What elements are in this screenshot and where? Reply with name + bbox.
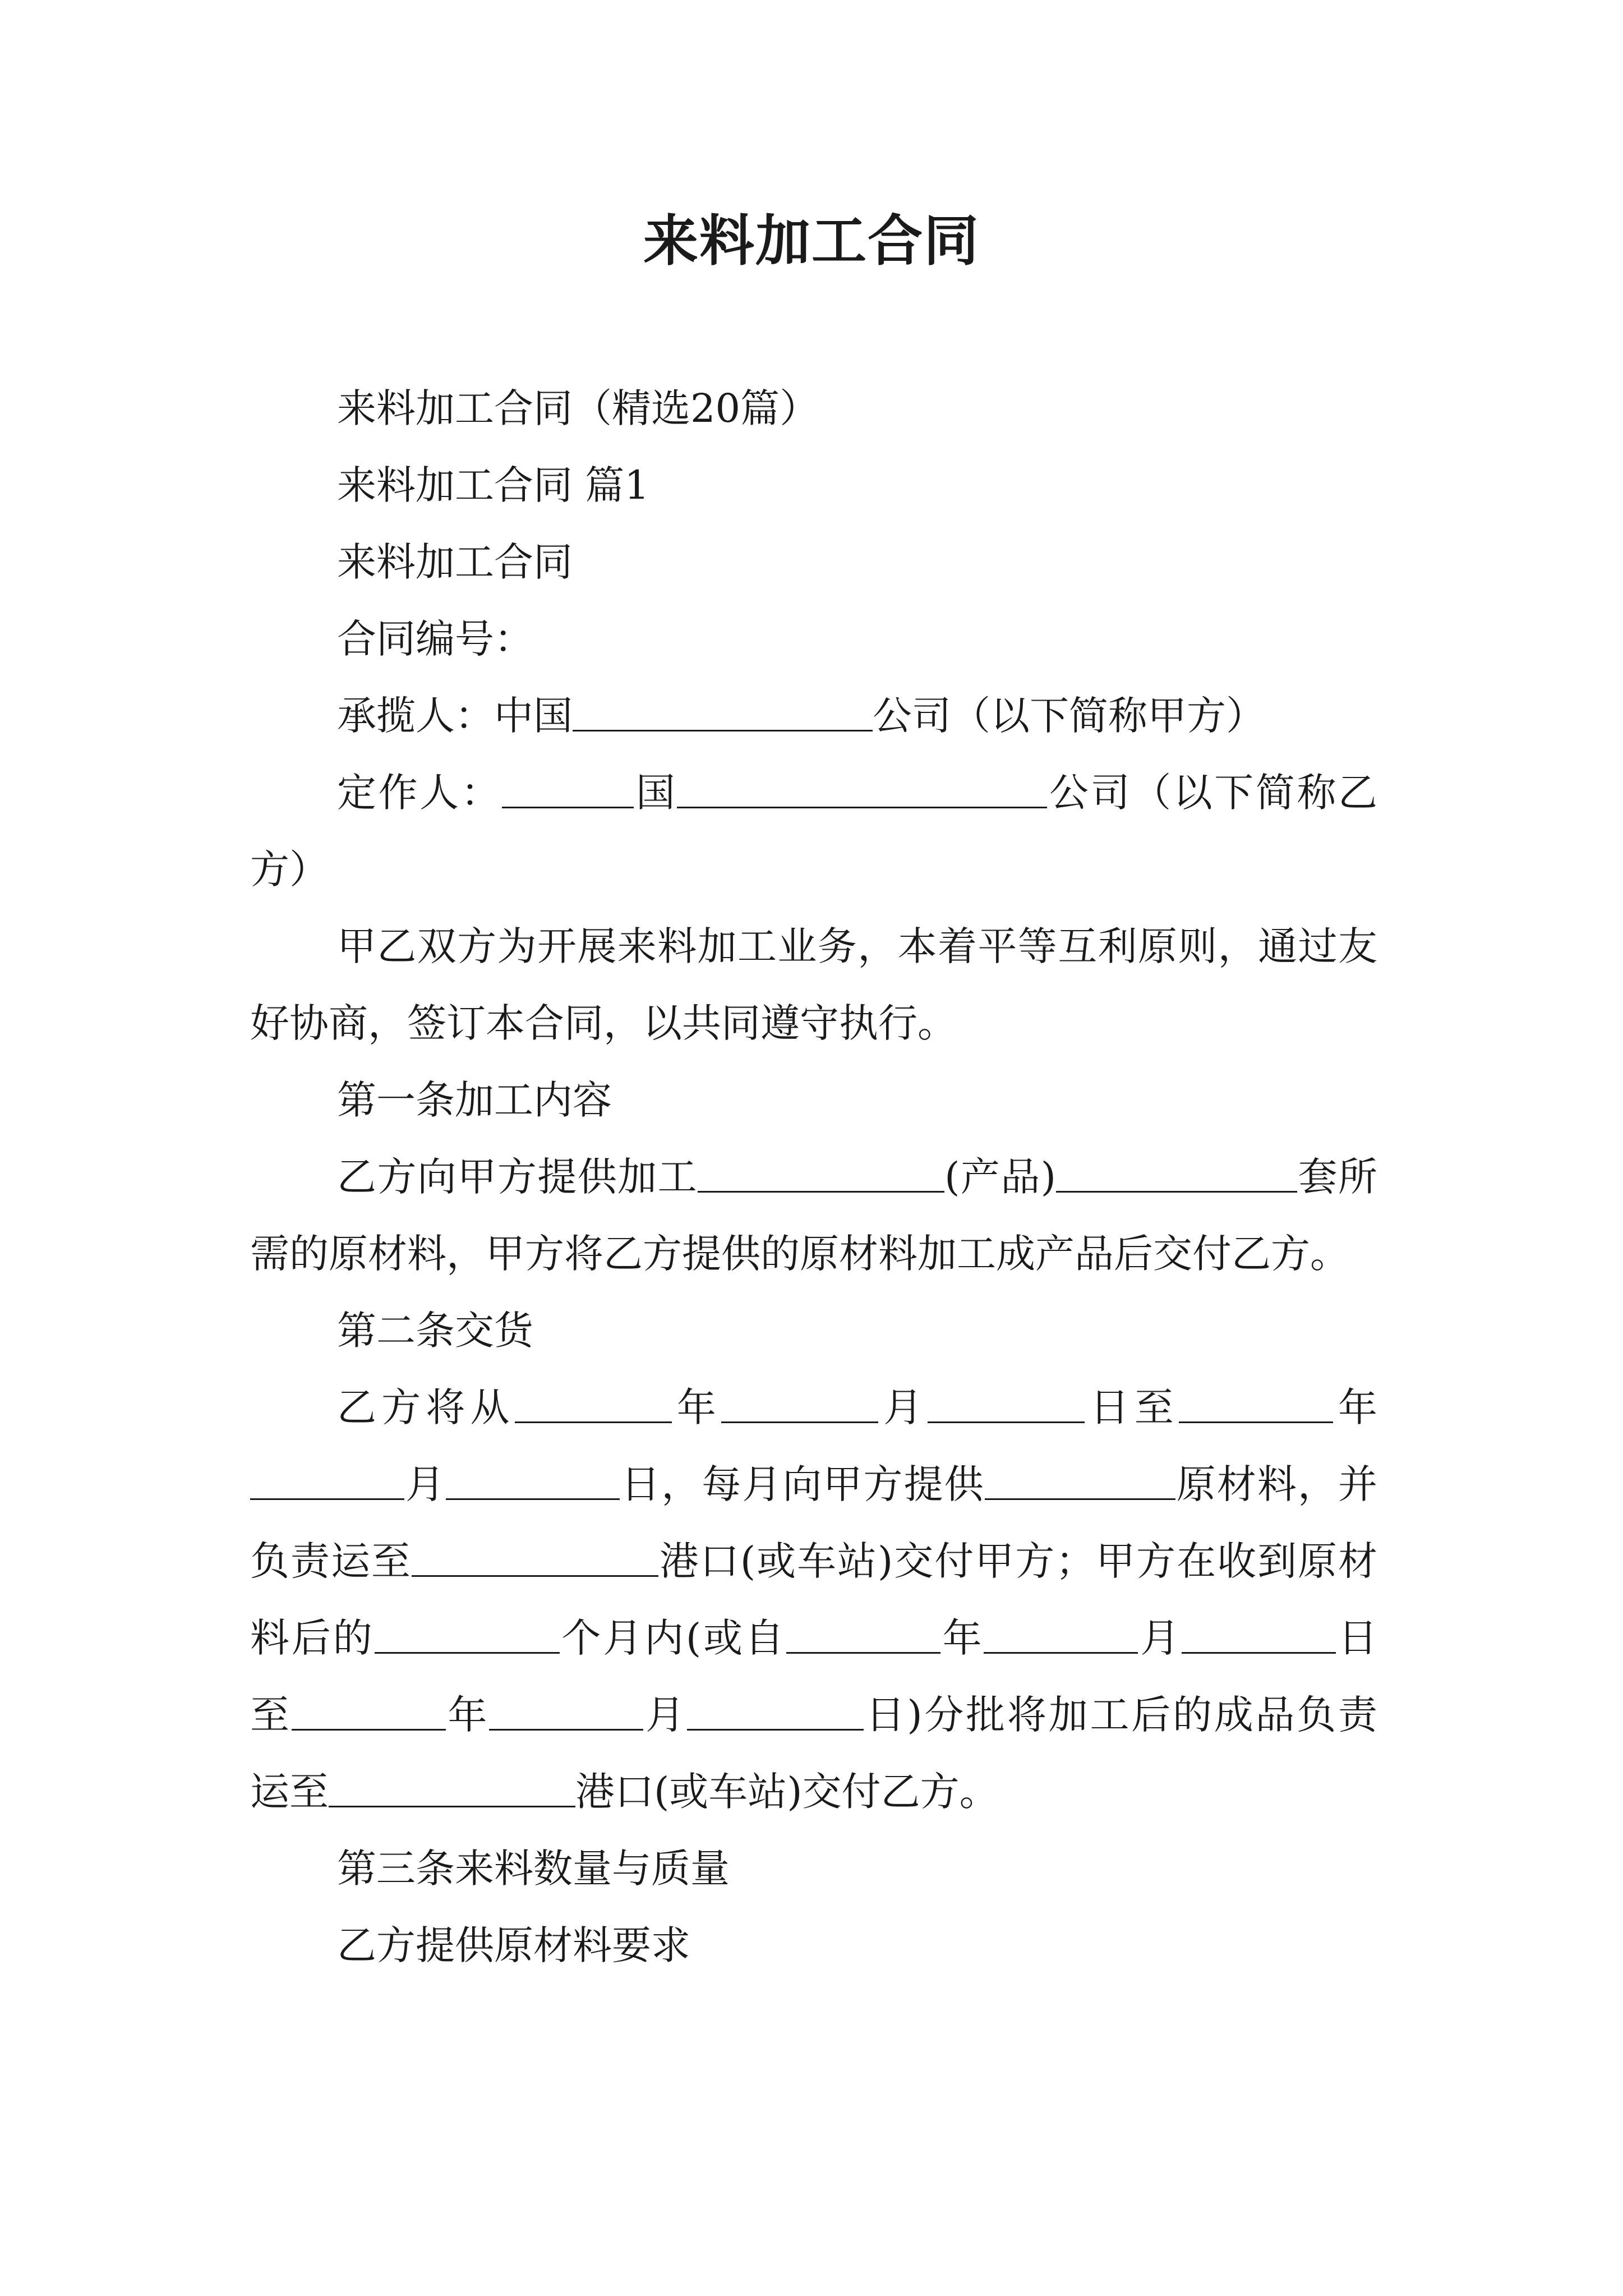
paragraph-article-1-heading [250, 1062, 1377, 1139]
text-article-2-part-14: 年 [445, 1692, 490, 1738]
text-article-1-heading: 第一条加工内容 [337, 1077, 612, 1123]
text-article-2-part-7: 日，每月向甲方提供 [620, 1461, 985, 1507]
blank-field [250, 1463, 404, 1500]
text-contractor-label: 承揽人：中国 [337, 693, 573, 739]
document-title: 来料加工合同 [643, 209, 980, 273]
text-article-2-part-5: 年 [1332, 1384, 1377, 1430]
paragraph-contractor [250, 678, 1377, 754]
paragraph-article-2-body [250, 1369, 1377, 1830]
text-article-2-part-17: 港口(或车站)交付乙方。 [575, 1769, 999, 1815]
text-article-2-part-2: 年 [671, 1384, 722, 1430]
blank-field [412, 1540, 658, 1577]
text-article-2-part-6: 月 [404, 1461, 446, 1507]
paragraph-client [250, 754, 1377, 908]
blank-field [786, 1617, 940, 1654]
paragraph-article-1-body [250, 1139, 1377, 1292]
paragraph-article-3-body [250, 1907, 1377, 1984]
text-client-label: 定作人： [337, 770, 502, 816]
text-article-2-part-13: 日至 [250, 1615, 1377, 1738]
blank-field [329, 1770, 575, 1807]
text-article-2-part-4: 日至 [1085, 1384, 1179, 1430]
blank-field [515, 1386, 672, 1423]
text-article-3-heading: 第三条来料数量与质量 [337, 1846, 730, 1892]
paragraph-section-heading [250, 447, 1377, 524]
text-article-2-part-15: 月 [643, 1692, 687, 1738]
blank-field [677, 771, 1047, 808]
text-article-2-part-8: 原材料，并负责运至 [250, 1461, 1377, 1584]
text-article-3-body: 乙方提供原材料要求 [337, 1922, 690, 1968]
text-contractor-suffix: 公司（以下简称甲方） [873, 693, 1265, 739]
blank-field [446, 1463, 620, 1500]
blank-field [1179, 1386, 1333, 1423]
text-client-country: 国 [634, 770, 677, 816]
blank-field [984, 1617, 1138, 1654]
text-article-2-part-10: 个月内(或自 [559, 1615, 786, 1661]
text-article-2-part-16: 日)分批将加工后的成品负责运至 [250, 1692, 1377, 1815]
paragraph-article-2-heading [250, 1292, 1377, 1369]
blank-field [687, 1694, 864, 1731]
blank-field [489, 1694, 643, 1731]
blank-field [721, 1386, 878, 1423]
blank-field [292, 1694, 446, 1731]
blank-field [698, 1156, 944, 1193]
text-article-2-part-3: 月 [878, 1384, 928, 1430]
text-article-2-part-1: 乙方将从 [337, 1384, 515, 1430]
text-article-2-part-11: 年 [940, 1615, 984, 1661]
text-subtitle: 来料加工合同（精选20篇） [337, 385, 819, 431]
text-article-1-part-2: (产品) [944, 1154, 1057, 1200]
blank-field [928, 1386, 1085, 1423]
text-article-1-part-1: 乙方向甲方提供加工 [337, 1154, 698, 1200]
text-article-2-part-9: 港口(或车站)交付甲方；甲方在收到原材料后的 [250, 1538, 1377, 1661]
blank-field [573, 694, 873, 731]
blank-field [1182, 1617, 1336, 1654]
blank-field [375, 1617, 560, 1654]
paragraph-preamble [250, 908, 1377, 1062]
paragraph-subtitle [250, 370, 1377, 447]
text-article-1-part-3: 套所需的原材料，甲方将乙方提供的原材料加工成产品后交付乙方。 [250, 1154, 1377, 1277]
text-preamble: 甲乙双方为开展来料加工业务，本着平等互利原则，通过友好协商，签订本合同，以共同遵守执行。 [250, 923, 1377, 1046]
blank-field [502, 771, 634, 808]
blank-field [985, 1463, 1175, 1500]
paragraph-article-3-heading [250, 1830, 1377, 1907]
document-body [250, 370, 1377, 1984]
paragraph-contract-number [250, 601, 1377, 678]
text-article-2-heading: 第二条交货 [337, 1308, 533, 1354]
paragraph-contract-name [250, 524, 1377, 601]
text-contract-name: 来料加工合同 [337, 539, 573, 585]
text-client-suffix: 公司（以下简称乙方） [250, 770, 1377, 892]
text-contract-number: 合同编号： [337, 616, 533, 662]
text-article-2-part-12: 月 [1138, 1615, 1182, 1661]
text-section-heading: 来料加工合同 篇1 [337, 462, 649, 508]
blank-field [1056, 1156, 1297, 1193]
